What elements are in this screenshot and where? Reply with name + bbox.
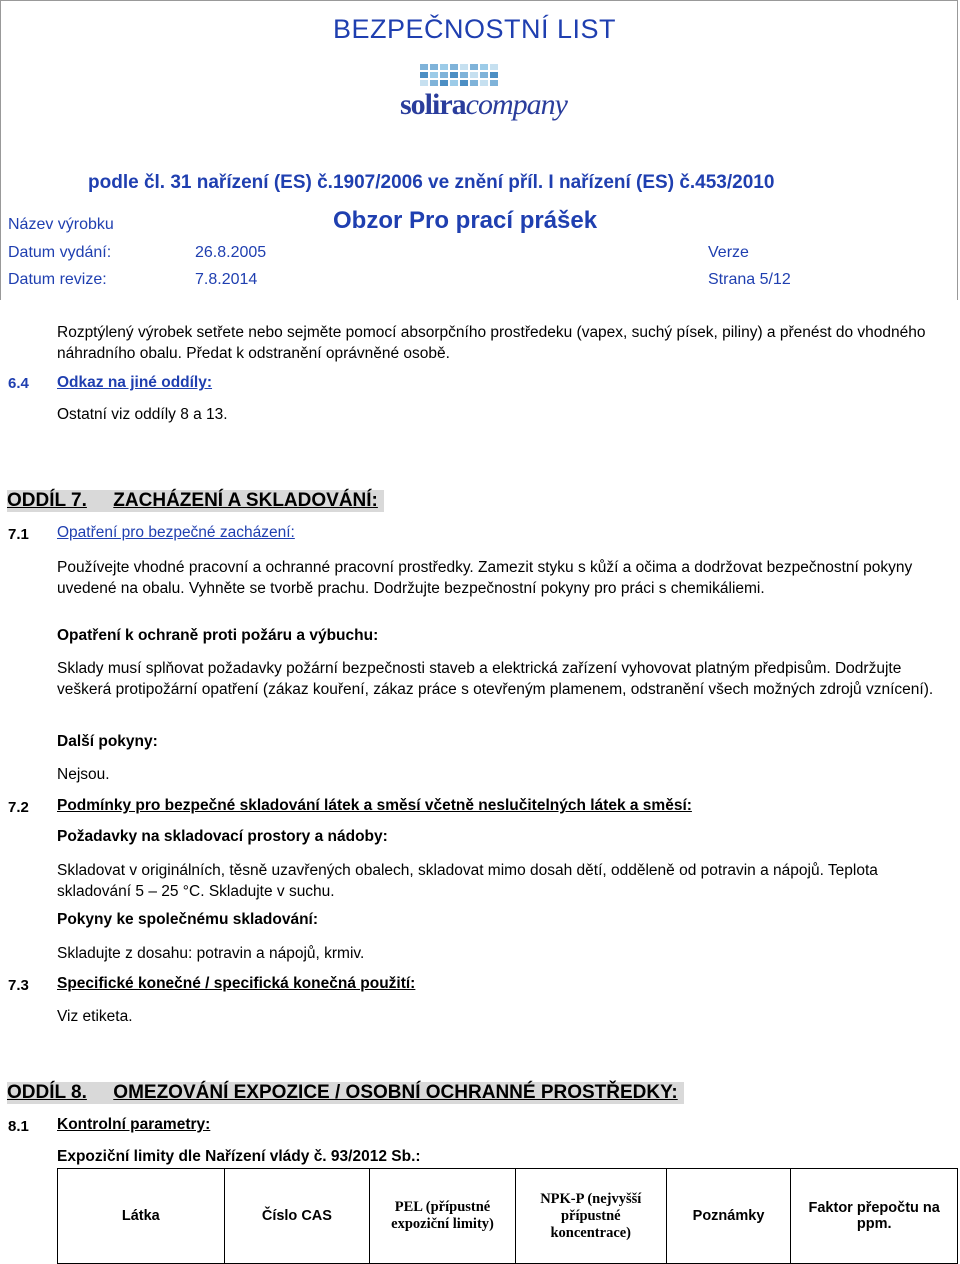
section-text-6-4: Ostatní viz oddíly 8 a 13. xyxy=(57,406,228,423)
joint-storage-text: Skladujte z dosahu: potravin a nápojů, krmiv. xyxy=(57,945,365,962)
section-number-7-2: 7.2 xyxy=(8,799,29,816)
issue-date-label: Datum vydání: xyxy=(8,244,112,261)
storage-requirements-title: Požadavky na skladovací prostory a nádoby: xyxy=(57,828,388,845)
storage-requirements-text: Skladovat v originálních, těsně uzavřených obalech, skladovat mimo dosah dětí, odděleně od potravin a nápojů. Teplota skladování 5 – 25 °C. Skladujte v suchu. xyxy=(57,862,878,900)
section-number-7-1: 7.1 xyxy=(8,526,29,543)
section-8-heading: ODDÍL 8. OMEZOVÁNÍ EXPOZICE / OSOBNÍ OCHRANNÉ PROSTŘEDKY: xyxy=(7,1082,684,1104)
table-header-row xyxy=(58,1169,958,1264)
section-number-6-4: 6.4 xyxy=(8,375,29,392)
logo-wordmark: soliracompany xyxy=(400,88,567,121)
section-title-6-4: Odkaz na jiné oddíly: xyxy=(57,374,213,391)
issue-date-value: 26.8.2005 xyxy=(195,244,267,261)
joint-storage-title: Pokyny ke společnému skladování: xyxy=(57,911,319,928)
spill-paragraph: Rozptýlený výrobek setřete nebo sejměte pomocí absorpčního prostředeku (vapex, suchý písek, piliny) a přenést do vhodného náhradního obalu. Předat k odstranění oprávněné osobě. xyxy=(57,324,926,362)
document-title: BEZPEČNOSTNÍ LIST xyxy=(333,14,617,44)
section-number-7-3: 7.3 xyxy=(8,977,29,994)
section-title-7-3: Specifické konečné / specifická konečná použití: xyxy=(57,975,416,992)
product-label: Název výrobku xyxy=(8,216,114,233)
section-7-heading: ODDÍL 7. ZACHÁZENÍ A SKLADOVÁNÍ: xyxy=(7,490,384,512)
exposure-limits-title: Expoziční limity dle Nařízení vlády č. 93/2012 Sb.: xyxy=(57,1148,421,1165)
column-header: Poznámky xyxy=(666,1169,791,1264)
fire-protection-title: Opatření k ochraně proti požáru a výbuchu: xyxy=(57,627,379,644)
column-header: Faktor přepočtu na ppm. xyxy=(791,1169,958,1264)
product-name: Obzor Pro prací prášek xyxy=(333,207,598,234)
further-instructions-title: Další pokyny: xyxy=(57,733,158,750)
revision-date-label: Datum revize: xyxy=(8,271,107,288)
further-instructions-text: Nejsou. xyxy=(57,766,110,783)
column-header: Číslo CAS xyxy=(224,1169,370,1264)
section-title-7-2: Podmínky pro bezpečné skladování látek a směsí včetně neslučitelných látek a směsí: xyxy=(57,797,692,814)
column-header: PEL (přípustné expoziční limity) xyxy=(370,1169,516,1264)
version-label: Verze xyxy=(708,244,749,261)
section-text-7-3: Viz etiketa. xyxy=(57,1008,133,1025)
header-frame xyxy=(0,0,958,300)
section-title-7-1: Opatření pro bezpečné zacházení: xyxy=(57,524,295,541)
regulation-line: podle čl. 31 nařízení (ES) č.1907/2006 ve znění příl. I nařízení (ES) č.453/2010 xyxy=(88,172,775,193)
column-header: Látka xyxy=(58,1169,225,1264)
column-header: NPK-P (nejvyšší přípustné koncentrace) xyxy=(515,1169,666,1264)
revision-date-value: 7.8.2014 xyxy=(195,271,258,288)
fire-protection-text: Sklady musí splňovat požadavky požární bezpečnosti staveb a elektrická zařízení vyhovovat platným předpisům. Dodržujte veškerá protipožární opatření (zákaz kouření, zákaz práce s otevřeným plamenem, odstranění všech možných zdrojů vznícení). xyxy=(57,660,934,698)
section-number-8-1: 8.1 xyxy=(8,1118,29,1135)
section-text-7-1: Používejte vhodné pracovní a ochranné pracovní prostředky. Zamezit styku s kůží a očima a dodržovat bezpečnostní pokyny uvedené na obalu. Vyhněte se tvorbě prachu. Dodržujte bezpečnostní pokyny pro práci s chemikáliemi. xyxy=(57,559,913,597)
exposure-limits-table xyxy=(57,1168,958,1264)
page-number: Strana 5/12 xyxy=(708,271,791,288)
section-title-8-1: Kontrolní parametry: xyxy=(57,1116,211,1133)
